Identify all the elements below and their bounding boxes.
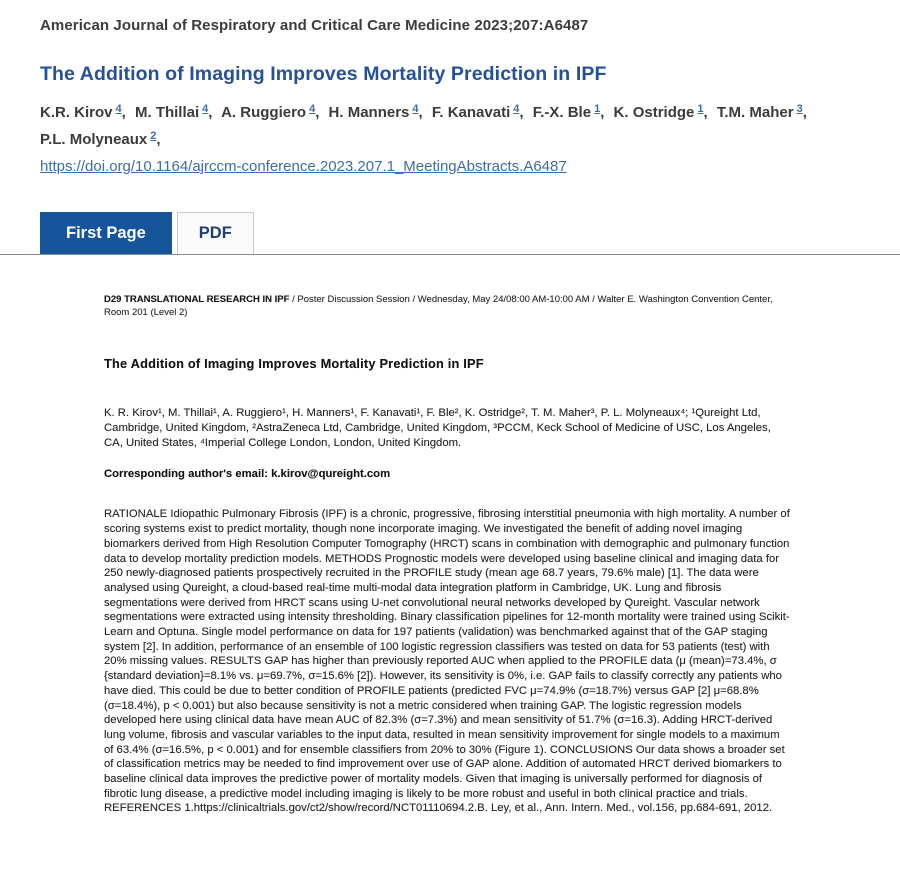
tab-first-page[interactable]: First Page xyxy=(40,212,172,254)
author-name: K. Ostridge xyxy=(613,104,695,121)
doi-link[interactable]: https://doi.org/10.1164/ajrccm-conference.2023.207.1_MeetingAbstracts.A6487 xyxy=(40,158,567,175)
author-name: K.R. Kirov xyxy=(40,104,113,121)
affiliation-link[interactable]: 4 xyxy=(115,103,122,115)
author xyxy=(533,104,610,121)
affiliation-link[interactable]: 4 xyxy=(309,103,316,115)
affiliation-link[interactable]: 1 xyxy=(594,103,601,115)
first-page-document-image xyxy=(104,294,792,816)
author-separator: , xyxy=(802,104,807,121)
session-info xyxy=(104,294,792,319)
session-code: D29 TRANSLATIONAL RESEARCH IN IPF xyxy=(104,294,290,305)
author-separator: , xyxy=(121,104,126,121)
author-name: F. Kanavati xyxy=(431,104,511,121)
author xyxy=(40,131,166,148)
article-header xyxy=(0,0,900,179)
author-name: F.-X. Ble xyxy=(532,104,592,121)
author-name: A. Ruggiero xyxy=(221,104,307,121)
author-separator: , xyxy=(519,104,524,121)
affiliation-link[interactable]: 1 xyxy=(697,103,704,115)
author xyxy=(40,104,131,121)
author-separator: , xyxy=(703,104,708,121)
corresponding-author-email: Corresponding author's email: k.kirov@qureight.com xyxy=(104,468,391,481)
author xyxy=(221,104,324,121)
affiliation-link[interactable]: 4 xyxy=(202,103,209,115)
author-name: M. Thillai xyxy=(134,104,200,121)
doi-line xyxy=(40,155,860,179)
document-title: The Addition of Imaging Improves Mortality Prediction in IPF xyxy=(104,356,484,371)
affiliation-link[interactable]: 4 xyxy=(412,103,419,115)
author-separator: , xyxy=(156,131,161,148)
affiliation-link[interactable]: 3 xyxy=(796,103,803,115)
session-details: / Poster Discussion Session / Wednesday, May 24/08:00 AM-10:00 AM / Walter E. Washington Convention Center, Room 201 (Level 2) xyxy=(104,294,773,318)
author-name: P.L. Molyneaux xyxy=(40,131,148,148)
author-separator: , xyxy=(315,104,320,121)
journal-citation: American Journal of Respiratory and Critical Care Medicine 2023;207:A6487 xyxy=(40,17,589,34)
author xyxy=(329,104,428,121)
author xyxy=(432,104,529,121)
affiliation-link[interactable]: 4 xyxy=(513,103,520,115)
author xyxy=(717,104,812,121)
author-list xyxy=(40,100,860,179)
affiliation-link[interactable]: 2 xyxy=(150,130,157,142)
tab-bar xyxy=(0,212,900,255)
author-separator: , xyxy=(208,104,213,121)
author-name: H. Manners xyxy=(328,104,410,121)
document-authors-affiliations: K. R. Kirov¹, M. Thillai¹, A. Ruggiero¹, H. Manners¹, F. Kanavati¹, F. Ble², K. Ostridge², T. M. Maher³, P. L. Molyneaux⁴; ¹Qureight Ltd, Cambridge, United Kingdom, ²AstraZeneca Ltd, Cambridge, United Kingdom, ³PCCM, Keck School of Medicine of USC, Los Angeles, CA, United States, ⁴Imperial College London, London, United Kingdom. xyxy=(104,407,771,449)
author xyxy=(135,104,217,121)
author-separator: , xyxy=(600,104,605,121)
author-separator: , xyxy=(418,104,423,121)
abstract-text: RATIONALE Idiopathic Pulmonary Fibrosis (IPF) is a chronic, progressive, fibrosing interstitial pneumonia with high mortality. A number of scoring systems exist to predict mortality, though none incorporate imaging. We investigated the benefit of adding novel imaging biomarkers derived from High Resolution Computer Tomography (HRCT) scans in combination with demographic and pulmonary function data to develop mortality prediction models. METHODS Prognostic models were developed using baseline clinical and imaging data for 250 newly-diagnosed patients prospectively recruited in the PROFILE study (mean age 68.7 years, 79.6% male) [1]. The data were analysed using Qureight, a cloud-based real-time multi-modal data integration platform in Cambridge, UK. Lung and fibrosis segmentations were derived from HRCT scans using U-net convolutional neural networks developed by Qureight. Vascular network segmentations were extracted using intensity thresholding. Binary classification pipelines for 12-month mortality were trained using Scikit-Learn and Optuna. Single model performance on data for 197 patients (validation) was benchmarked against that of the GAP staging system [2]. In addition, performance of an ensemble of 100 logistic regression classifiers was tested on data for 53 patients (test) with 20% missing values. RESULTS GAP has higher than previously reported AUC when applied to the PROFILE data (μ (mean)=73.4%, σ {standard deviation}=8.1% vs. μ=69.7%, σ=15.6% [2]). However, its sensitivity is 0%, i.e. GAP fails to classify correctly any patients who have died. This could be due to better condition of PROFILE patients (predicted FVC μ=74.9% (σ=18.7%) versus GAP [2] μ=68.8% (σ=18.4%), p < 0.001) but also because sensitivity is not a metric considered when training GAP. The logistic regression models developed here using clinical data have mean AUC of 82.3% (σ=7.3%) and mean sensitivity of 51.7% (σ=16.3). Adding HRCT-derived lung volume, fibrosis and vascular variables to the input data, resulted in mean sensitivity improvement for single models to a maximum of 63.4% (σ=16.5%, p < 0.001) and for ensemble classifiers from 20% to 30% (Figure 1). CONCLUSIONS Our data shows a broader set of classification metrics may be needed to find improvement over use of GAP alone. Addition of automated HRCT derived biomarkers to baseline clinical data improves the predictive power of mortality models. Given that imaging is universally performed for diagnosis of fibrotic lung disease, a predictive model including imaging is likely to be more robust and useful in both clinical practice and trials. REFERENCES 1.https://clinicaltrials.gov/ct2/show/record/NCT01110694.2.B. Ley, et al., Ann. Intern. Med., vol.156, pp.684-691, 2012. xyxy=(104,508,790,815)
author-name: T.M. Maher xyxy=(716,104,794,121)
author xyxy=(614,104,713,121)
tab-pdf[interactable]: PDF xyxy=(177,212,254,254)
article-title: The Addition of Imaging Improves Mortality Prediction in IPF xyxy=(40,63,607,85)
